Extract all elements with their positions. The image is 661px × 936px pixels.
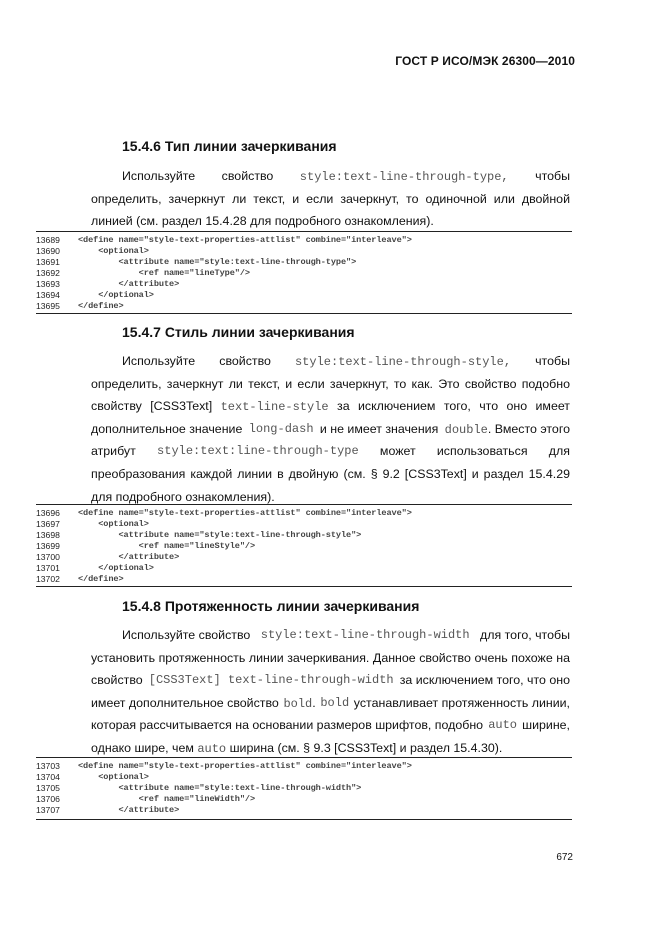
text-line: дополнительное значение long-dash и не имеет значения double. Вместо этого: [91, 418, 570, 441]
code-line: <define name="style-text-properties-attlist" combine="interleave">: [78, 507, 412, 518]
section-title: 15.4.6 Тип линии зачеркивания: [122, 138, 337, 154]
code-term: double: [444, 422, 488, 437]
code-term: bold: [283, 696, 313, 711]
code-line: <optional>: [78, 518, 149, 529]
line-number: 13691: [36, 256, 60, 267]
code-term: text-line-style: [220, 400, 329, 415]
code-line: <ref name="lineType"/>: [78, 267, 250, 278]
section-title: 15.4.7 Стиль линии зачеркивания: [122, 324, 355, 340]
code-line: </attribute>: [78, 804, 180, 815]
code-line: <attribute name="style:text-line-through-style">: [78, 529, 362, 540]
paragraph: [91, 624, 570, 760]
code-line: </attribute>: [78, 278, 180, 289]
text-line: однако шире, чем auto ширина (см. § 9.3 [CSS3Text] и раздел 15.4.30).: [91, 740, 503, 756]
paragraph: [91, 165, 570, 233]
line-number: 13701: [36, 562, 60, 573]
document-header: ГОСТ Р ИСО/МЭК 26300—2010: [395, 54, 575, 68]
text-line: Используйте свойство style:text-line-through-style, чтобы: [122, 354, 570, 369]
code-term: auto: [197, 741, 227, 756]
text-line: имеет дополнительное свойство bold. bold устанавливает протяженность линии,: [91, 692, 570, 715]
code-line: </define>: [78, 300, 124, 311]
code-block: [36, 504, 572, 587]
line-number: 13706: [36, 793, 60, 804]
code-line: <attribute name="style:text-line-through-width">: [78, 782, 362, 793]
code-line: <define name="style-text-properties-attlist" combine="interleave">: [78, 234, 412, 245]
line-number: 13705: [36, 782, 60, 793]
text-line: Используйте свойство style:text-line-through-type, чтобы: [122, 169, 570, 184]
text-line: которая рассчитывается на основании размеров шрифтов, подобно auto ширине,: [91, 714, 570, 737]
code-term: long-dash: [248, 421, 314, 436]
line-number: 13707: [36, 804, 60, 815]
paragraph: [91, 350, 570, 508]
code-block: [36, 757, 572, 820]
text-line: свойству [CSS3Text] text-line-style за исключением того, что оно имеет: [91, 399, 570, 415]
line-number: 13702: [36, 573, 60, 584]
line-number: 13695: [36, 300, 60, 311]
line-number: 13693: [36, 278, 60, 289]
line-number: 13700: [36, 551, 60, 562]
text-line: установить протяженность линии зачеркивания. Данное свойство очень похоже на: [91, 650, 570, 665]
code-line: <optional>: [78, 771, 149, 782]
code-line: </optional>: [78, 289, 154, 300]
code-term: auto: [488, 718, 518, 733]
code-line: <ref name="lineWidth"/>: [78, 793, 255, 804]
code-line: <ref name="lineStyle"/>: [78, 540, 255, 551]
text-line: для подробного ознакомления).: [91, 489, 275, 504]
text-line: свойство [CSS3Text] text-line-through-width за исключением того, что оно: [91, 669, 570, 692]
code-term: style:text-line-through-width: [260, 628, 470, 642]
text-line: Используйте свойство style:text-line-through-width для того, чтобы: [91, 624, 570, 647]
page-number: 672: [556, 852, 573, 863]
line-number: 13699: [36, 540, 60, 551]
code-line: <attribute name="style:text-line-through-type">: [78, 256, 357, 267]
code-line: <optional>: [78, 245, 149, 256]
line-number: 13689: [36, 234, 60, 245]
line-number: 13704: [36, 771, 60, 782]
line-number: 13698: [36, 529, 60, 540]
text-line: атрибут style:text:line-through-type может использоваться для: [91, 440, 570, 463]
text-line: определить, зачеркнут ли текст, и если зачеркнут, то как. Это свойство подобно: [91, 376, 570, 391]
code-term: style:text-line-through-type,: [299, 170, 509, 184]
code-term: style:text:line-through-type: [157, 444, 359, 459]
line-number: 13697: [36, 518, 60, 529]
code-line: <define name="style-text-properties-attlist" combine="interleave">: [78, 760, 412, 771]
line-number: 13696: [36, 507, 60, 518]
code-term: [CSS3Text] text-line-through-width: [148, 673, 394, 688]
section-title: 15.4.8 Протяженность линии зачеркивания: [122, 598, 420, 614]
text-line: линией (см. раздел 15.4.28 для подробного ознакомления).: [91, 214, 434, 229]
line-number: 13703: [36, 760, 60, 771]
code-term: style:text-line-through-style,: [294, 355, 512, 369]
code-line: </define>: [78, 573, 124, 584]
line-number: 13690: [36, 245, 60, 256]
line-number: 13694: [36, 289, 60, 300]
line-number: 13692: [36, 267, 60, 278]
text-line: преобразования каждой линии в двойную (см. § 9.2 [CSS3Text] и раздел 15.4.29: [91, 466, 570, 481]
code-term: bold: [320, 695, 350, 710]
code-block: [36, 231, 572, 314]
code-line: </optional>: [78, 562, 154, 573]
code-line: </attribute>: [78, 551, 180, 562]
text-line: определить, зачеркнут ли текст, и если зачеркнут, то одиночной или двойной: [91, 191, 570, 206]
